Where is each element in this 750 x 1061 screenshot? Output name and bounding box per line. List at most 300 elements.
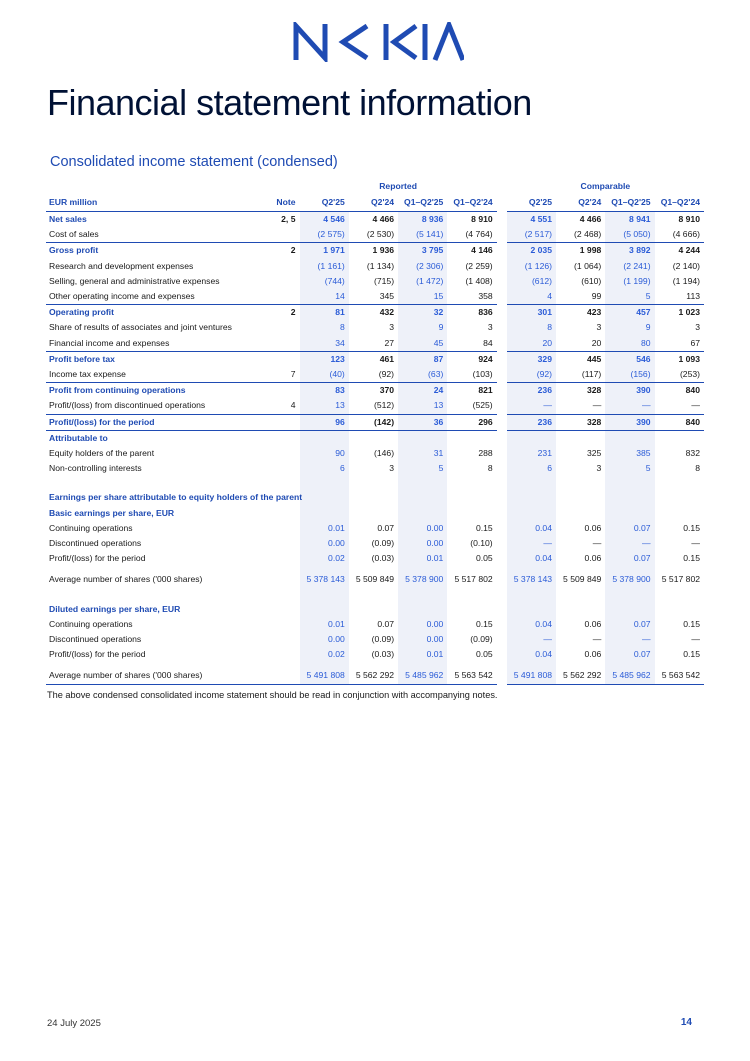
comparable-value: 6 bbox=[507, 461, 556, 476]
table-row bbox=[46, 588, 704, 602]
group-header-row bbox=[46, 178, 704, 194]
comparable-value: 0.15 bbox=[683, 522, 700, 533]
comparable-value: 1 023 bbox=[655, 305, 704, 321]
comparable-value: 5 485 962 bbox=[605, 668, 654, 684]
reported-value: (1 134) bbox=[366, 260, 395, 271]
comparable-value: — bbox=[605, 536, 654, 551]
comparable-value: 0.07 bbox=[605, 521, 654, 536]
reported-value: 5 485 962 bbox=[398, 668, 447, 684]
table-row bbox=[46, 259, 704, 274]
table-row bbox=[46, 668, 704, 684]
reported-value: 9 bbox=[398, 320, 447, 335]
row-label: Profit from continuing operations bbox=[46, 383, 259, 399]
row-label: Profit/(loss) for the period bbox=[49, 649, 146, 660]
reported-value: 461 bbox=[349, 351, 398, 367]
comparable-value: 390 bbox=[605, 414, 654, 430]
row-label: Financial income and expenses bbox=[49, 337, 170, 348]
row-note bbox=[259, 632, 299, 647]
comparable-value bbox=[556, 490, 605, 505]
nokia-logo bbox=[292, 22, 464, 62]
row-note bbox=[259, 320, 299, 335]
comparable-value: 236 bbox=[507, 414, 556, 430]
row-note bbox=[259, 602, 299, 617]
row-note bbox=[259, 572, 299, 587]
reported-value: (146) bbox=[374, 448, 395, 459]
reported-value: 1 936 bbox=[349, 243, 398, 259]
reported-value: 96 bbox=[300, 414, 349, 430]
table-row bbox=[46, 289, 704, 305]
comparable-value: — bbox=[605, 632, 654, 647]
comparable-value: 8 910 bbox=[678, 214, 700, 224]
table-row bbox=[46, 602, 704, 617]
reported-value: 0.02 bbox=[300, 647, 349, 662]
reported-value bbox=[447, 602, 496, 617]
column-header-row bbox=[46, 194, 704, 212]
comparable-value: 0.07 bbox=[605, 647, 654, 662]
row-label: Cost of sales bbox=[49, 229, 99, 240]
comparable-value: 2 035 bbox=[507, 243, 556, 259]
comparable-value: (1 064) bbox=[574, 260, 602, 271]
reported-value bbox=[398, 506, 447, 521]
comparable-value bbox=[605, 602, 654, 617]
row-note bbox=[259, 506, 299, 521]
reported-value: (0.09) bbox=[470, 634, 493, 645]
reported-value: 1 971 bbox=[300, 243, 349, 259]
table-row bbox=[46, 490, 704, 505]
comparable-value: 0.15 bbox=[683, 649, 700, 660]
row-note bbox=[259, 446, 299, 461]
comparable-value bbox=[655, 506, 704, 521]
reported-value: 32 bbox=[398, 305, 447, 321]
reported-value bbox=[447, 506, 496, 521]
reported-value: 0.01 bbox=[300, 617, 349, 632]
comparable-value: 0.04 bbox=[507, 617, 556, 632]
comparable-value: — bbox=[592, 538, 602, 549]
reported-value: (2 575) bbox=[300, 227, 349, 243]
eur-million-header: EUR million bbox=[46, 194, 259, 212]
reported-value: 0.00 bbox=[398, 521, 447, 536]
reported-value bbox=[447, 490, 496, 505]
reported-value: 36 bbox=[398, 414, 447, 430]
comparable-value: — bbox=[605, 398, 654, 414]
reported-value: 27 bbox=[384, 337, 395, 348]
comparable-value: 5 bbox=[605, 289, 654, 305]
comparable-value: 0.06 bbox=[584, 649, 602, 660]
reported-value: (142) bbox=[349, 414, 398, 430]
reported-value: 5 509 849 bbox=[355, 574, 395, 585]
comparable-value: 8 941 bbox=[605, 212, 654, 228]
comparable-value bbox=[655, 602, 704, 617]
comparable-value: 5 517 802 bbox=[661, 574, 700, 585]
comparable-value: 840 bbox=[655, 383, 704, 399]
reported-value: 14 bbox=[300, 289, 349, 305]
row-label bbox=[46, 588, 259, 602]
comparable-value: 1 093 bbox=[655, 351, 704, 367]
row-label: Earnings per share attributable to equity holders of the parent bbox=[49, 492, 303, 503]
reported-value: 4 146 bbox=[447, 243, 496, 259]
reported-value: 31 bbox=[398, 446, 447, 461]
comparable-value: (610) bbox=[581, 275, 602, 286]
comparable-value: 301 bbox=[507, 305, 556, 321]
comparable-value bbox=[507, 430, 556, 446]
row-note bbox=[259, 430, 299, 446]
comparable-value: 231 bbox=[507, 446, 556, 461]
comparable-value: 113 bbox=[686, 291, 700, 302]
row-note bbox=[259, 647, 299, 662]
reported-value: (92) bbox=[378, 369, 395, 380]
table-row bbox=[46, 521, 704, 536]
reported-value: (103) bbox=[472, 369, 493, 380]
reported-value: 0.01 bbox=[300, 521, 349, 536]
page-title: Financial statement information bbox=[47, 82, 532, 123]
comparable-value: (253) bbox=[679, 369, 700, 380]
comparable-value: 4 466 bbox=[579, 214, 602, 224]
reported-value: 0.00 bbox=[300, 632, 349, 647]
comparable-value: 328 bbox=[556, 383, 605, 399]
reported-value: 821 bbox=[447, 383, 496, 399]
comparable-value: 20 bbox=[591, 337, 602, 348]
table-row bbox=[46, 506, 704, 521]
comparable-value: 8 bbox=[507, 320, 556, 335]
comparable-value: (1 126) bbox=[507, 259, 556, 274]
reported-value: (0.09) bbox=[371, 538, 395, 549]
reported-value: 84 bbox=[483, 337, 493, 348]
reported-value bbox=[398, 476, 447, 490]
reported-value: 45 bbox=[398, 336, 447, 352]
reported-value bbox=[349, 602, 398, 617]
row-label: Profit/(loss) for the period bbox=[46, 414, 259, 430]
row-note bbox=[259, 521, 299, 536]
reported-value: 358 bbox=[478, 291, 493, 302]
row-label: Operating profit bbox=[46, 305, 259, 321]
reported-value: (715) bbox=[374, 275, 395, 286]
comparable-value bbox=[556, 588, 605, 602]
row-note bbox=[259, 383, 299, 399]
comparable-value bbox=[556, 476, 605, 490]
reported-value: 432 bbox=[349, 305, 398, 321]
table-row bbox=[46, 274, 704, 289]
row-label: Continuing operations bbox=[49, 522, 133, 533]
comparable-value: — bbox=[691, 538, 700, 549]
reported-value: 5 562 292 bbox=[349, 668, 398, 684]
comparable-value: (117) bbox=[581, 369, 602, 380]
reported-value: 8 936 bbox=[398, 212, 447, 228]
comparable-value: 4 bbox=[507, 289, 556, 305]
footer-date: 24 July 2025 bbox=[47, 1018, 101, 1029]
reported-value bbox=[398, 490, 447, 505]
comparable-value: (2 241) bbox=[605, 259, 654, 274]
reported-value bbox=[398, 588, 447, 602]
row-label: Continuing operations bbox=[49, 618, 133, 629]
comparable-value: — bbox=[507, 632, 556, 647]
comparable-value: (2 140) bbox=[672, 260, 700, 271]
reported-value: (2 259) bbox=[465, 260, 493, 271]
row-note bbox=[259, 227, 299, 243]
note-header: Note bbox=[259, 194, 299, 212]
reported-value: 0.01 bbox=[398, 551, 447, 566]
reported-value: 123 bbox=[300, 351, 349, 367]
comparable-value: 9 bbox=[605, 320, 654, 335]
comparable-value: 5 378 900 bbox=[605, 572, 654, 587]
reported-value: (0.03) bbox=[371, 553, 395, 564]
row-note bbox=[259, 668, 299, 684]
comparable-value: 0.15 bbox=[683, 553, 700, 564]
reported-value: (5 141) bbox=[398, 227, 447, 243]
reported-value bbox=[349, 490, 398, 505]
comparable-value: (5 050) bbox=[605, 227, 654, 243]
comparable-value bbox=[556, 506, 605, 521]
comparable-value: 80 bbox=[605, 336, 654, 352]
row-label: Profit/(loss) for the period bbox=[49, 553, 146, 564]
row-label bbox=[46, 476, 259, 490]
reported-value: (2 530) bbox=[366, 229, 395, 240]
comparable-value bbox=[655, 476, 704, 490]
row-note bbox=[259, 588, 299, 602]
comparable-value bbox=[605, 490, 654, 505]
comparable-value: 0.07 bbox=[605, 617, 654, 632]
row-label: Average number of shares ('000 shares) bbox=[46, 668, 259, 684]
comparable-value: 0.04 bbox=[507, 647, 556, 662]
comparable-value: 0.07 bbox=[605, 551, 654, 566]
comparable-value: 5 562 292 bbox=[556, 668, 605, 684]
reported-value: 5 378 900 bbox=[398, 572, 447, 587]
reported-value: 81 bbox=[300, 305, 349, 321]
table-row bbox=[46, 461, 704, 476]
reported-value: 3 bbox=[487, 322, 493, 333]
row-note: 2, 5 bbox=[281, 214, 296, 224]
comparable-value bbox=[655, 430, 704, 446]
table-row bbox=[46, 617, 704, 632]
reported-value: 3 795 bbox=[398, 243, 447, 259]
reported-value: (2 306) bbox=[398, 259, 447, 274]
reported-value: 5 378 143 bbox=[300, 572, 349, 587]
column-header: Q1–Q2'25 bbox=[398, 194, 447, 212]
comparable-value: (1 199) bbox=[605, 274, 654, 289]
reported-value: 0.15 bbox=[475, 618, 493, 629]
reported-value: 8 bbox=[300, 320, 349, 335]
comparable-value: — bbox=[691, 400, 700, 411]
reported-value: 83 bbox=[300, 383, 349, 399]
reported-value: 345 bbox=[379, 291, 395, 302]
comparable-value: 5 563 542 bbox=[655, 668, 704, 684]
reported-value: (1 161) bbox=[300, 259, 349, 274]
comparable-value: — bbox=[592, 400, 602, 411]
reported-value: 34 bbox=[300, 336, 349, 352]
comparable-value: — bbox=[507, 536, 556, 551]
row-note bbox=[259, 414, 299, 430]
table-row bbox=[46, 536, 704, 551]
row-note: 2 bbox=[259, 243, 299, 259]
table-row bbox=[46, 336, 704, 352]
table-row bbox=[46, 430, 704, 446]
comparable-value: (92) bbox=[507, 367, 556, 383]
comparable-value bbox=[556, 602, 605, 617]
reported-value: 296 bbox=[447, 414, 496, 430]
comparable-value: 0.15 bbox=[683, 618, 700, 629]
row-note: 7 bbox=[290, 369, 296, 380]
reported-group-label: Reported bbox=[379, 181, 417, 191]
table-row bbox=[46, 320, 704, 335]
comparable-value: — bbox=[507, 398, 556, 414]
reported-value: 0.00 bbox=[398, 617, 447, 632]
row-label: Diluted earnings per share, EUR bbox=[49, 603, 181, 614]
column-header: Q2'25 bbox=[300, 194, 349, 212]
comparable-value: 390 bbox=[605, 383, 654, 399]
reported-value bbox=[300, 506, 349, 521]
reported-value: 0.07 bbox=[377, 522, 395, 533]
row-label: Attributable to bbox=[46, 430, 259, 446]
row-note bbox=[259, 336, 299, 352]
reported-value bbox=[300, 490, 349, 505]
reported-value: 0.02 bbox=[300, 551, 349, 566]
row-note bbox=[259, 617, 299, 632]
row-note bbox=[259, 461, 299, 476]
table-row bbox=[46, 367, 704, 383]
comparable-value: 5 509 849 bbox=[563, 574, 602, 585]
reported-value bbox=[349, 430, 398, 446]
comparable-value: — bbox=[691, 634, 700, 645]
reported-value: 0.15 bbox=[475, 522, 493, 533]
reported-value: 90 bbox=[300, 446, 349, 461]
comparable-value bbox=[605, 506, 654, 521]
comparable-value bbox=[605, 588, 654, 602]
reported-value: 370 bbox=[349, 383, 398, 399]
reported-value: 5 491 808 bbox=[300, 668, 349, 684]
row-label: Discontinued operations bbox=[49, 634, 142, 645]
reported-value bbox=[398, 602, 447, 617]
income-statement-table bbox=[46, 178, 704, 685]
reported-value: 3 bbox=[389, 463, 395, 474]
comparable-value: 236 bbox=[507, 383, 556, 399]
reported-value: (0.09) bbox=[371, 634, 395, 645]
column-header: Q2'25 bbox=[507, 194, 556, 212]
comparable-value: (1 194) bbox=[672, 275, 700, 286]
reported-value: (4 764) bbox=[465, 229, 493, 240]
reported-value: 3 bbox=[389, 322, 395, 333]
comparable-value: 3 bbox=[596, 463, 602, 474]
reported-value bbox=[447, 430, 496, 446]
table-row bbox=[46, 476, 704, 490]
comparable-value: (4 666) bbox=[672, 229, 700, 240]
row-label: Basic earnings per share, EUR bbox=[49, 507, 175, 518]
comparable-value: (156) bbox=[605, 367, 654, 383]
comparable-value: 3 892 bbox=[605, 243, 654, 259]
reported-value: 13 bbox=[300, 398, 349, 414]
comparable-value: 329 bbox=[507, 351, 556, 367]
reported-value bbox=[349, 476, 398, 490]
row-label: Selling, general and administrative expenses bbox=[49, 275, 220, 286]
comparable-value: 423 bbox=[556, 305, 605, 321]
comparable-value bbox=[507, 588, 556, 602]
reported-value: 0.01 bbox=[398, 647, 447, 662]
row-note bbox=[259, 274, 299, 289]
comparable-value: 99 bbox=[591, 291, 602, 302]
reported-value: 0.07 bbox=[377, 618, 395, 629]
reported-value: (1 472) bbox=[398, 274, 447, 289]
comparable-value: 5 491 808 bbox=[507, 668, 556, 684]
reported-value: 15 bbox=[398, 289, 447, 305]
reported-value bbox=[300, 588, 349, 602]
row-note bbox=[259, 536, 299, 551]
comparable-value: 832 bbox=[685, 448, 700, 459]
comparable-value: 5 bbox=[605, 461, 654, 476]
row-label: Income tax expense bbox=[49, 369, 126, 380]
row-note bbox=[259, 289, 299, 305]
row-note bbox=[259, 351, 299, 367]
table-row bbox=[46, 243, 704, 259]
column-header: Q1–Q2'24 bbox=[447, 194, 496, 212]
column-header: Q2'24 bbox=[556, 194, 605, 212]
comparable-value bbox=[507, 490, 556, 505]
comparable-value: 3 bbox=[695, 322, 700, 333]
reported-value bbox=[300, 430, 349, 446]
reported-value: 4 546 bbox=[300, 212, 349, 228]
reported-value: 13 bbox=[398, 398, 447, 414]
comparable-value: 445 bbox=[556, 351, 605, 367]
reported-value: (525) bbox=[472, 400, 493, 411]
row-label: Profit/(loss) from discontinued operations bbox=[49, 400, 206, 411]
reported-value bbox=[447, 588, 496, 602]
comparable-value: 4 244 bbox=[655, 243, 704, 259]
comparable-value: 0.04 bbox=[507, 521, 556, 536]
comparable-value bbox=[507, 602, 556, 617]
comparable-value: 0.04 bbox=[507, 551, 556, 566]
reported-value: 8 910 bbox=[471, 214, 493, 224]
comparable-value: 457 bbox=[605, 305, 654, 321]
reported-value: 6 bbox=[300, 461, 349, 476]
row-label: Research and development expenses bbox=[49, 260, 194, 271]
row-note bbox=[259, 476, 299, 490]
reported-value: (744) bbox=[300, 274, 349, 289]
reported-value: (40) bbox=[300, 367, 349, 383]
reported-value: (0.03) bbox=[371, 649, 395, 660]
row-label: Net sales bbox=[49, 214, 87, 224]
comparable-value: 325 bbox=[586, 448, 602, 459]
comparable-value: 0.06 bbox=[584, 522, 602, 533]
comparable-value: (612) bbox=[507, 274, 556, 289]
table-row bbox=[46, 227, 704, 243]
row-label: Equity holders of the parent bbox=[49, 448, 155, 459]
reported-value: 0.05 bbox=[475, 553, 493, 564]
row-label: Non-controlling interests bbox=[49, 463, 142, 474]
row-label: Profit before tax bbox=[46, 351, 259, 367]
column-header: Q1–Q2'25 bbox=[605, 194, 654, 212]
column-header: Q2'24 bbox=[349, 194, 398, 212]
table-row bbox=[46, 398, 704, 414]
footnote: The above condensed consolidated income statement should be read in conjunction with accompanying notes. bbox=[47, 690, 498, 700]
reported-value bbox=[300, 602, 349, 617]
page-number: 14 bbox=[680, 1017, 692, 1028]
table-row bbox=[46, 446, 704, 461]
comparable-value: 546 bbox=[605, 351, 654, 367]
comparable-value: 1 998 bbox=[556, 243, 605, 259]
row-note: 4 bbox=[290, 400, 296, 411]
reported-value: 87 bbox=[398, 351, 447, 367]
reported-value bbox=[349, 588, 398, 602]
table-row bbox=[46, 383, 704, 399]
comparable-value: 5 378 143 bbox=[507, 572, 556, 587]
row-label: Other operating income and expenses bbox=[49, 291, 195, 302]
table-row bbox=[46, 551, 704, 566]
reported-value bbox=[447, 476, 496, 490]
table-row bbox=[46, 647, 704, 662]
reported-value: 0.00 bbox=[300, 536, 349, 551]
comparable-value bbox=[605, 430, 654, 446]
row-note bbox=[259, 551, 299, 566]
reported-value: 924 bbox=[447, 351, 496, 367]
comparable-value: 328 bbox=[556, 414, 605, 430]
row-note: 2 bbox=[259, 305, 299, 321]
